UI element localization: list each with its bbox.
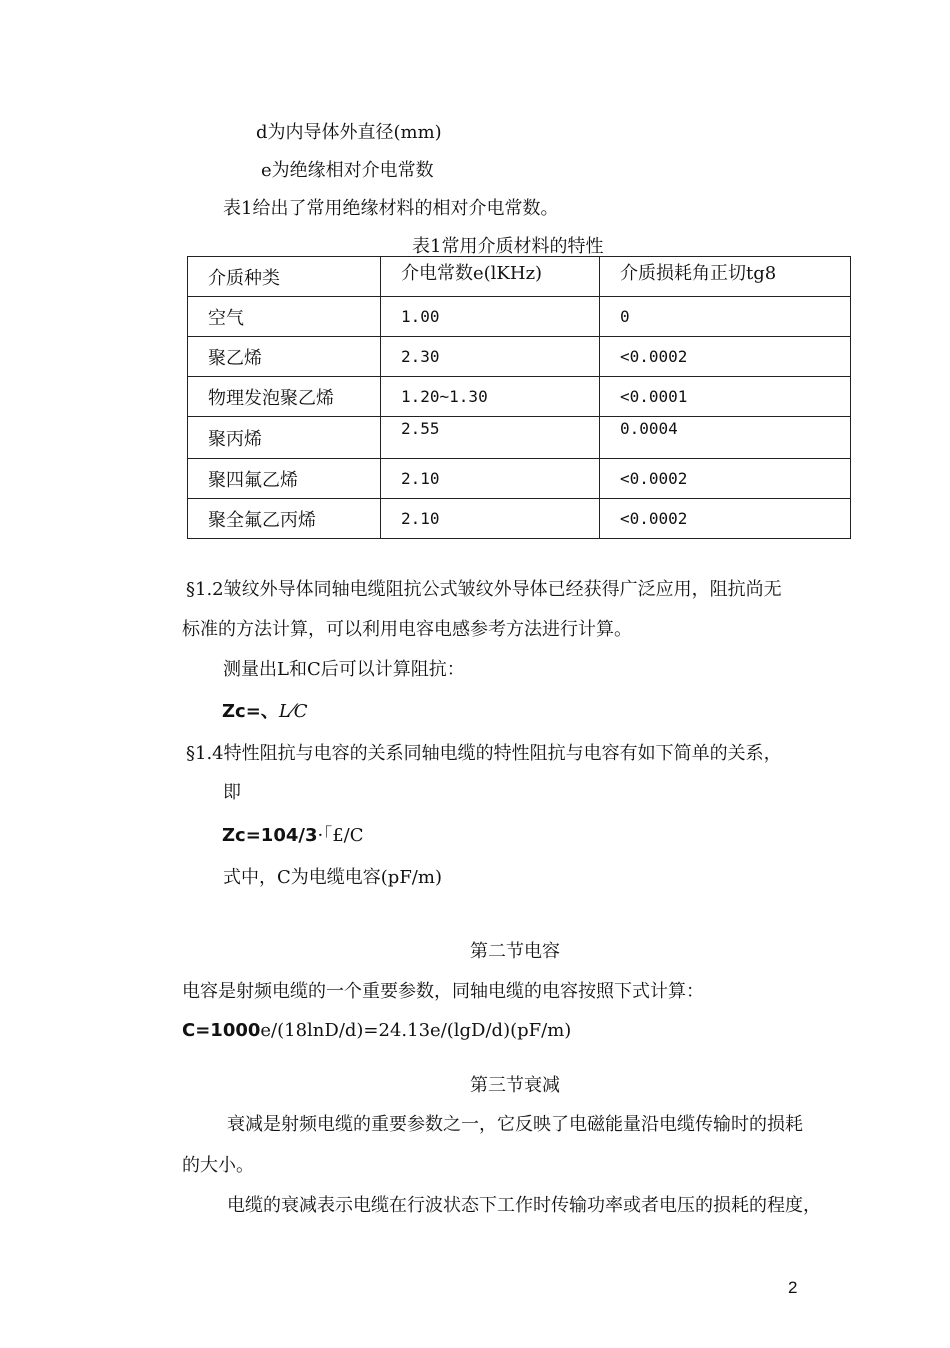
formula2-rest: ·「£/C — [317, 825, 364, 846]
dielectric-properties-table — [187, 256, 851, 539]
cell-permittivity: 2.10 — [381, 459, 600, 499]
section-1-4-line1: §1.4特性阻抗与电容的关系同轴电缆的特性阻抗与电容有如下简单的关系， — [186, 743, 782, 764]
header-material: 介质种类 — [188, 257, 381, 297]
capacitance-formula — [182, 1019, 571, 1043]
impedance-formula — [222, 700, 308, 724]
cell-loss-tangent: 0.0004 — [600, 417, 851, 459]
cell-material: 聚全氟乙丙烯 — [188, 499, 381, 539]
section-1-2-line1: §1.2皱纹外导体同轴电缆阻抗公式皱纹外导体已经获得广泛应用，阻抗尚无 — [186, 579, 782, 600]
cell-material: 物理发泡聚乙烯 — [188, 377, 381, 417]
page-number: 2 — [788, 1278, 798, 1297]
cell-permittivity: 2.30 — [381, 337, 600, 377]
cell-loss-tangent: <0.0002 — [600, 499, 851, 539]
cell-material: 聚丙烯 — [188, 417, 381, 459]
cell-loss-tangent: <0.0002 — [600, 459, 851, 499]
table-row — [188, 377, 851, 417]
table-row — [188, 337, 851, 377]
table-row — [188, 417, 851, 459]
section-3-para1-line1: 衰减是射频电缆的重要参数之一，它反映了电磁能量沿电缆传输时的损耗 — [227, 1114, 803, 1135]
cell-permittivity: 1.00 — [381, 297, 600, 337]
section-2-paragraph: 电容是射频电缆的一个重要参数，同轴电缆的电容按照下式计算： — [182, 981, 704, 1002]
cell-material: 聚四氟乙烯 — [188, 459, 381, 499]
section-3-title: 第三节衰减 — [470, 1075, 560, 1096]
cell-permittivity: 2.10 — [381, 499, 600, 539]
table-caption: 表1常用介质材料的特性 — [412, 236, 604, 257]
table-header-row — [188, 257, 851, 297]
table-row — [188, 499, 851, 539]
section-1-2-line2: 标准的方法计算，可以利用电容电感参考方法进行计算。 — [182, 619, 632, 640]
formula3-rest: e/(18lnD/d)=24.13e/(lgD/d)(pF/m) — [260, 1020, 572, 1041]
capacitance-note: 式中，C为电缆电容(pF/m) — [223, 867, 442, 888]
impedance-capacitance-formula — [222, 824, 364, 848]
section-3-para2-line1: 电缆的衰减表示电缆在行波状态下工作时传输功率或者电压的损耗的程度， — [227, 1195, 821, 1216]
formula3-main: C=1000 — [182, 1020, 261, 1041]
d-definition: d为内导体外直径(mm) — [256, 122, 442, 143]
formula2-main: Zc=104/3 — [222, 825, 318, 846]
cell-material: 聚乙烯 — [188, 337, 381, 377]
cell-loss-tangent: <0.0002 — [600, 337, 851, 377]
section-3-para1-line2: 的大小。 — [182, 1155, 254, 1176]
cell-loss-tangent: 0 — [600, 297, 851, 337]
section-2-title: 第二节电容 — [470, 941, 560, 962]
table-intro: 表1给出了常用绝缘材料的相对介电常数。 — [223, 198, 559, 219]
section-1-4-line2: 即 — [223, 782, 241, 803]
table-row — [188, 297, 851, 337]
e-definition: e为绝缘相对介电常数 — [261, 160, 434, 181]
header-permittivity: 介电常数e(lKHz) — [381, 257, 600, 297]
cell-material: 空气 — [188, 297, 381, 337]
cell-permittivity: 2.55 — [381, 417, 600, 459]
measure-note: 测量出L和C后可以计算阻抗： — [223, 659, 465, 680]
cell-permittivity: 1.20~1.30 — [381, 377, 600, 417]
header-loss-tangent: 介质损耗角正切tg8 — [600, 257, 851, 297]
cell-loss-tangent: <0.0001 — [600, 377, 851, 417]
table-row — [188, 459, 851, 499]
formula-ratio: L⁄C — [278, 701, 308, 722]
formula-prefix: Zc=、 — [222, 701, 279, 722]
